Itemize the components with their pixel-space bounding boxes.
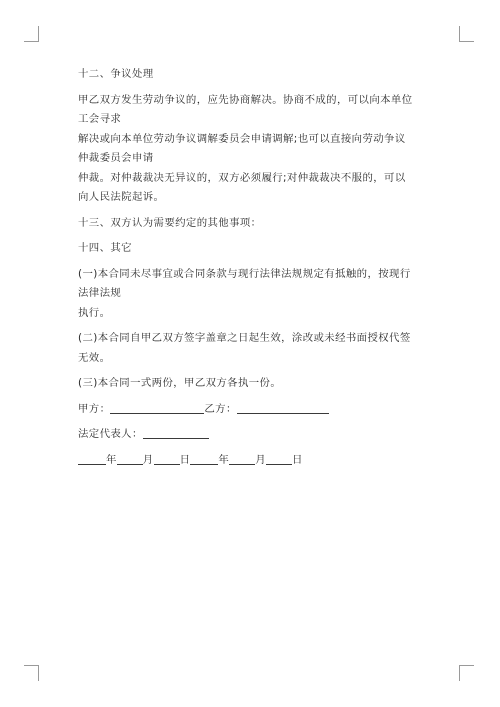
crop-mark-top-right [459,41,474,42]
crop-mark-bottom-right [459,665,474,666]
party-a-month-blank[interactable] [117,452,143,465]
party-a-year-blank[interactable] [78,452,106,465]
month-label: 月 [142,453,154,466]
party-b-year-blank[interactable] [190,452,218,465]
party-a-label: 甲方： [78,402,111,415]
party-a-day-blank[interactable] [154,452,180,465]
section-14-item-1 [78,265,414,324]
party-a-blank[interactable] [110,401,204,414]
crop-mark-bottom-left [38,665,39,681]
year-label: 年 [218,453,230,466]
day-label: 日 [179,453,191,466]
year-label: 年 [106,453,117,466]
party-b-label: 乙方： [204,402,237,415]
legal-rep-label: 法定代表人： [78,428,143,440]
section-14-item-2: (二)本合同自甲乙双方签字盖章之日起生效，涂改或未经书面授权代签无效。 [78,332,411,364]
section-13-heading: 十三、双方认为需要约定的其他事项： [78,216,262,229]
crop-mark-top-left [38,26,39,42]
section-12-line: 甲乙双方发生劳动争议的，应先协商解决。协商不成的，可以向本单位工会寻求 [78,93,413,125]
section-12-line: 仲裁。对仲裁裁决无异议的，双方必须履行;对仲裁裁决不服的，可以向人民法院起诉。 [78,171,406,203]
month-label: 月 [255,453,266,466]
crop-mark-bottom-right [459,665,460,681]
section-14-item-3: (三)本合同一式两份，甲乙双方各执一份。 [78,377,282,389]
section-14-heading: 十四、其它 [78,242,132,254]
party-signature-row [78,400,414,420]
section-12-line: 解决或向本单位劳动争议调解委员会申请调解;也可以直接向劳动争议仲裁委员会申请 [78,132,406,164]
party-b-blank[interactable] [237,401,329,414]
section-12-heading: 十二、争议处理 [78,68,154,80]
section-14-item-1-line: (一)本合同未尽事宜或合同条款与现行法律法规规定有抵触的，按现行法律法规 [78,267,411,299]
party-b-day-blank[interactable] [266,452,292,465]
crop-mark-top-left [24,41,39,42]
section-12-paragraph [78,91,414,208]
date-row [78,451,414,471]
legal-rep-blank[interactable] [143,426,209,439]
document-body [78,65,414,476]
party-b-month-blank[interactable] [229,452,255,465]
section-14-item-1-line: 执行。 [78,306,111,319]
legal-rep-row [78,425,414,445]
crop-mark-bottom-left [24,665,39,666]
crop-mark-top-right [459,26,460,42]
day-label: 日 [291,453,303,466]
